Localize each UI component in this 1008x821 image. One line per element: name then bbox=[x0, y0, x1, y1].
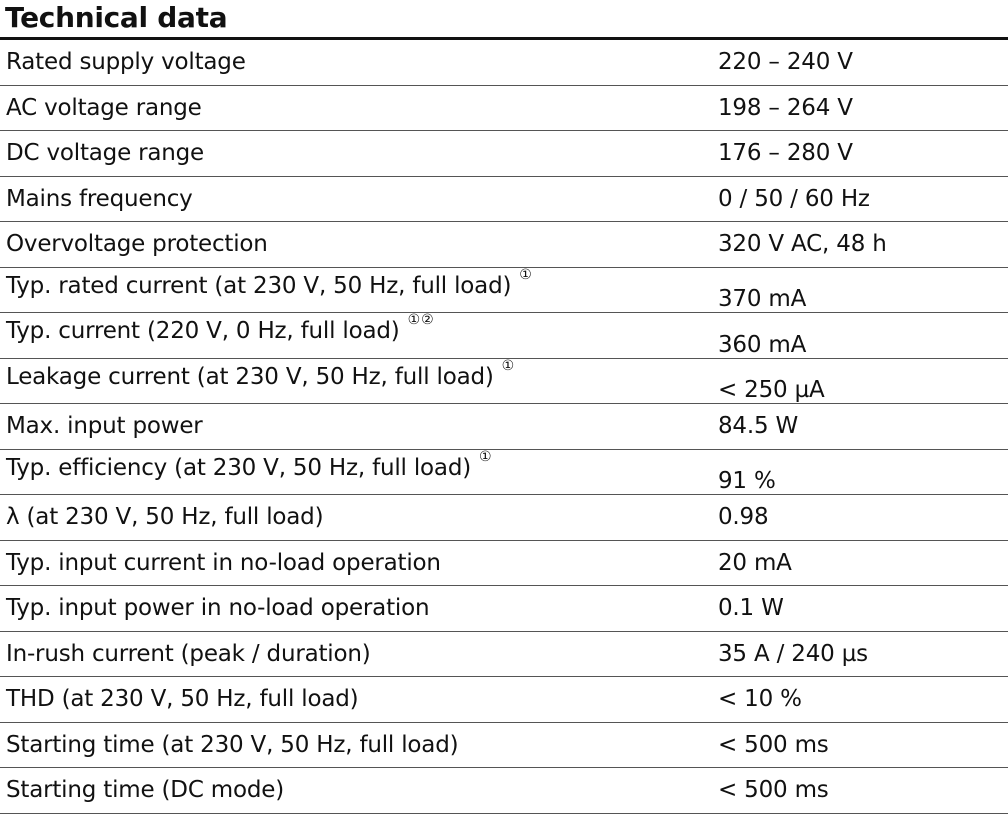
value-cell: 84.5 W bbox=[718, 413, 799, 440]
table-row bbox=[0, 541, 1008, 587]
parameter-cell bbox=[6, 313, 706, 363]
parameter-cell bbox=[6, 131, 706, 176]
table-row bbox=[0, 268, 1008, 314]
value-cell: 198 – 264 V bbox=[718, 94, 853, 121]
table-row bbox=[0, 450, 1008, 496]
value-cell: 0 / 50 / 60 Hz bbox=[718, 185, 870, 212]
parameter-label: Typ. input current in no-load operation bbox=[6, 549, 441, 576]
footnote-marker: ① bbox=[501, 357, 516, 374]
parameter-cell bbox=[6, 177, 706, 222]
table-row bbox=[0, 768, 1008, 814]
parameter-label: Starting time (DC mode) bbox=[6, 777, 284, 804]
parameter-label: Starting time (at 230 V, 50 Hz, full load) bbox=[6, 731, 459, 758]
value-cell: 370 mA bbox=[718, 286, 807, 312]
table-row bbox=[0, 131, 1008, 177]
parameter-cell bbox=[6, 86, 706, 131]
value-cell: 0.98 bbox=[718, 504, 769, 531]
value-cell: < 250 µA bbox=[718, 377, 825, 403]
parameter-label: DC voltage range bbox=[6, 140, 205, 167]
parameter-label: In-rush current (peak / duration) bbox=[6, 640, 371, 667]
value-cell: 20 mA bbox=[718, 549, 792, 576]
table-row bbox=[0, 723, 1008, 769]
parameter-label: Overvoltage protection bbox=[6, 231, 268, 258]
parameter-cell bbox=[6, 677, 706, 722]
value-cell: < 500 ms bbox=[718, 777, 829, 804]
parameter-label: Typ. current (220 V, 0 Hz, full load) bbox=[6, 318, 400, 344]
table-row bbox=[0, 677, 1008, 723]
value-cell: 91 % bbox=[718, 468, 776, 494]
table-row bbox=[0, 404, 1008, 450]
table-row bbox=[0, 359, 1008, 405]
parameter-cell bbox=[6, 404, 706, 449]
section-title: Technical data bbox=[5, 1, 228, 34]
value-cell: 220 – 240 V bbox=[718, 49, 853, 76]
table-row bbox=[0, 313, 1008, 359]
table-row bbox=[0, 495, 1008, 541]
parameter-cell bbox=[6, 450, 706, 500]
table-row bbox=[0, 632, 1008, 678]
value-cell: 176 – 280 V bbox=[718, 140, 853, 167]
table-row bbox=[0, 40, 1008, 86]
value-cell: 0.1 W bbox=[718, 595, 784, 622]
parameter-cell bbox=[6, 586, 706, 631]
table-row bbox=[0, 586, 1008, 632]
parameter-label: Typ. input power in no-load operation bbox=[6, 595, 430, 622]
parameter-label: AC voltage range bbox=[6, 94, 202, 121]
parameter-cell bbox=[6, 40, 706, 85]
footnote-marker: ① bbox=[519, 266, 533, 283]
parameter-label: Leakage current (at 230 V, 50 Hz, full load) bbox=[6, 363, 494, 390]
parameter-cell bbox=[6, 268, 706, 318]
parameter-label: Max. input power bbox=[6, 413, 203, 440]
parameter-label: λ (at 230 V, 50 Hz, full load) bbox=[6, 504, 324, 531]
value-cell: < 10 % bbox=[718, 686, 802, 713]
parameter-cell bbox=[6, 723, 706, 768]
parameter-label: Mains frequency bbox=[6, 185, 193, 212]
footnote-marker: ①② bbox=[407, 312, 435, 328]
parameter-label: Typ. rated current (at 230 V, 50 Hz, full load) bbox=[6, 272, 512, 299]
table-row bbox=[0, 86, 1008, 132]
footnote-marker: ① bbox=[479, 448, 493, 465]
parameter-label: Typ. efficiency (at 230 V, 50 Hz, full load) bbox=[6, 454, 471, 481]
value-cell: 320 V AC, 48 h bbox=[718, 231, 887, 258]
value-cell: 360 mA bbox=[718, 331, 807, 358]
parameter-label: Rated supply voltage bbox=[6, 49, 246, 76]
parameter-cell bbox=[6, 632, 706, 677]
parameter-cell bbox=[6, 495, 706, 540]
technical-data-table bbox=[0, 40, 1008, 814]
value-cell: 35 A / 240 µs bbox=[718, 640, 868, 667]
value-cell: < 500 ms bbox=[718, 731, 829, 758]
table-row bbox=[0, 177, 1008, 223]
table-row bbox=[0, 222, 1008, 268]
parameter-cell bbox=[6, 222, 706, 267]
parameter-cell bbox=[6, 359, 706, 409]
parameter-cell bbox=[6, 541, 706, 586]
parameter-label: THD (at 230 V, 50 Hz, full load) bbox=[6, 686, 359, 713]
parameter-cell bbox=[6, 768, 706, 813]
